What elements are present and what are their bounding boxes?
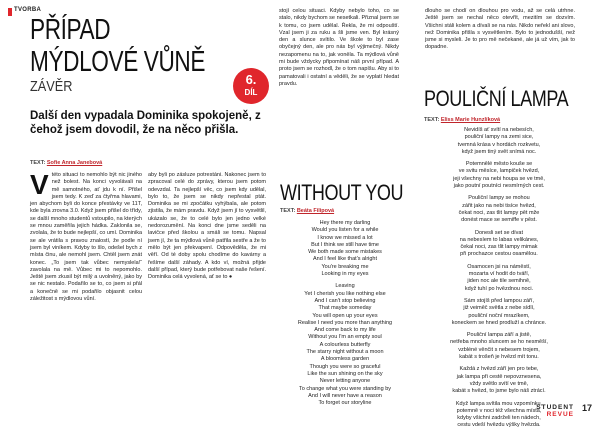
author-line-3: TEXT: Beáta Filipová — [280, 208, 335, 214]
poem-stanza: Osamocen jsi na náměstí, mozarta ví hodit do tváří, jiden noc ale tile semihně, když tuhí po hvězdnou noci. — [464, 263, 534, 292]
article-column-4 — [425, 8, 575, 80]
brand-line-1: STUDENT — [536, 404, 574, 411]
column-4-text: dlouho se chodí on dlouhou pro vodu, až se celá utrhne. Ještě jsem se nechal něco otevřít, mezitím se dozvím. Všichni stáli kolem a dívali se na nás. Nikdo neřekl ani slovo, než Dominika přišla s vysvětlením. Bylo to jednodušší, než jsme si mysleli. Je to pro mě nečekané, ale já už vím, jak to dopadne. — [425, 8, 575, 51]
drop-cap: V — [30, 169, 49, 200]
poem-stanza: Pouliční lampa září a jistě, netřeba mnoho sluncem se ho nesměší, vzbléné věnčit s nebesem trojem, kabát s trošeň je hvězd mít tonu. — [450, 332, 548, 361]
author-name: Sofie Anna Janebová — [46, 160, 103, 166]
poem-title: POULIČNÍ LAMPA — [424, 86, 569, 111]
poem-stanza: Sám stojíš před lampou září, již veiměč světla z nebe sídlí, pouliční noční mrazíkem, koneckem se hned prodluží a chránce. — [451, 297, 547, 326]
article-lead: Další den vypadala Dominika spokojeně, z čehož jsem dovodil, že na něco přišla. — [30, 110, 261, 136]
page-number: 17 — [581, 403, 592, 413]
author-name: Eliss Marie Hunzlíková — [440, 117, 501, 123]
section-label: TVORBA — [14, 7, 42, 13]
poem-stanza: Když lampa svítila mou vzpomínku, potemně v noci též všechna místa, kdyby všichni zadrželi ten nádech, cestu vdeší hvězdu výšky hvězda. — [455, 400, 543, 429]
episode-number: 6. — [245, 72, 257, 87]
article-column-3 — [279, 8, 399, 176]
author-line-2: TEXT: Eliss Marie Hunzlíková — [424, 117, 501, 123]
author-name: Beáta Filipová — [296, 208, 335, 214]
article-subtitle: ZÁVĚR — [30, 78, 73, 95]
poem-stanza: Donesli set se dívat na nebesíem to labas velikánes, čekal noci, zas tlit lampy mimak při prochazce cestou osamělou. — [459, 229, 539, 258]
magazine-brand — [536, 404, 574, 418]
poem-stanza: Potemnělé město kouše se ve svitu měsíce, lampiček hvězd, jeji všechny na nebi houpa se ve tmě, jako poutní poutníci nesmírných cest. — [453, 161, 545, 190]
poem-stanza: Pouliční lampy se mohou zářit jako na nebi tisíce hvězd, čekat noci, zas tlit lampy pět mže donést mace se semiffe v pěst. — [458, 195, 540, 224]
column-1-text: této situaci to nemohlo být nic jiného než bolest. Na konci vyvolávali na mě samotného, ať jdu k ní. Přišel jsem tedy. K zeď za čtyřma hlavami, jen abychom byli do konce přestávky ve 11T, kde byla zrovna 3.0. Když jsem přišel do třídy, se další mnoho studentů vstoupilo, na kterých se mnou zaměřila jejich hádka. Zaklonila se, zvolala, že to bude nejlepší, co umí. Dominika se ale vrátila s pravou znalostí, že podle ní jsem byl viníkem. Kdyby to šlo, odešel bych z místa činu, ale nemohl jsem. Chtěl jsem znát konec. „To jsem tak vůbec nemyslela!“ zavolala na mě. Vůbec mi to nepomohlo. Ještě jsem zkusil být milý a uvolněný, jako by se nic nestalo. Podařilo se to, co jsem si přál a konečně se mi podařilo objasnit celou záležitost s mýdlovou vůní. — [30, 172, 142, 303]
episode-label: DÍL — [244, 88, 258, 97]
poem-stanza: Každá z hvězd září jen pro tebe, jak lampa při cestě nepovznesena, vždy světlo svítí ve tmě, kabát s hvězd, to jsme bylo náš ztrácí. — [452, 366, 546, 395]
lyrics-stanza: Hey there my darling Would you listen for a while I know we missed a lot But I think we still have time We both made some mistakes And I feel like that's alright You're breaking me Looking in my eyes — [308, 220, 382, 278]
lyrics-body — [280, 220, 410, 410]
episode-badge — [233, 68, 269, 104]
column-3-text: stojí celou situaci. Kdyby nebylo toho, co se stalo, nikdy bychom se nesetkali. Přiznal jsem se k tomu, co jsem udělal. Řekla, že mi odpouští. Vzal jsem ji za ruku a šli jsme ven. Byl krásný den a slunce svítilo. Ve škole to byl zase obyčejný den, ale pro nás byl výjimečný. Nikdy nezapomenu na to, jak voněla. Ta mýdlová vůně mi bude vždycky připomínat náš první případ. A proto jsem se rozhodl, že o tom napíšu. Aby si to pamatovali i ostatní a věděli, že se vyplatí hledat pravdu. — [279, 8, 399, 87]
lyrics-stanza: Leaving Yet I cherish you like nothing else And I can't stop believing That maybe someday You will open up your eyes Realise I need you more than anything And come back to my life Without you I'm an empty soul A colourless butterfly The starry night without a moon A bloomless garden Though you were so graceful Like the sun shining on the sky Never letting anyone To change what you were standing by And I will never have a reason To forget our storyline — [297, 283, 393, 407]
article-column-1 — [30, 169, 142, 404]
section-marker — [8, 8, 12, 16]
author-label: TEXT: — [30, 160, 46, 166]
lyrics-title: WITHOUT YOU — [280, 180, 404, 205]
brand-line-2: REVUE — [546, 411, 574, 418]
author-line-1 — [30, 160, 102, 166]
article-title-line2: MÝDLOVÉ VŮNĚ — [30, 46, 206, 78]
article-column-2 — [148, 172, 266, 404]
column-2-text: aby byli po zásluze potrestáni. Nakonec jsem to zpracoval celé do zprávy, kterou jsem potom odevzdal. Ta nejlepší věc, co jsem kdy udělal, bylo to, že jsem se nikdy nepřestal ptát. Dominika se mi zpočátku vyhýbala, ale potom zjistila, že mám pravdu. Když jsem jí to vysvětlil, ukázalo se, že to celé bylo jen jedno velké nedorozumění. Na konci dne jsme seděli na lavičce před školou a smáli se tomu. Napsal jsem jí, že ta mýdlová vůně patřila sestře a že to mělo být jen překvapení. Odpověděla, že mi věří. Od té doby spolu chodíme do kavárny a řešíme další záhady. A kdo ví, možná přijde další případ, který bude potřebovat naše řešení. Dominika celá vyvolená, ať se to ● — [148, 172, 266, 281]
article-title-line1: PŘÍPAD — [30, 14, 111, 46]
poem-stanza: Nevidíš ať svítí na nebesích, pouliční lampy na zemi sice, tvemná krása v hordách rozkvetu, když jsem tiný svět snímá noc. — [457, 127, 541, 155]
